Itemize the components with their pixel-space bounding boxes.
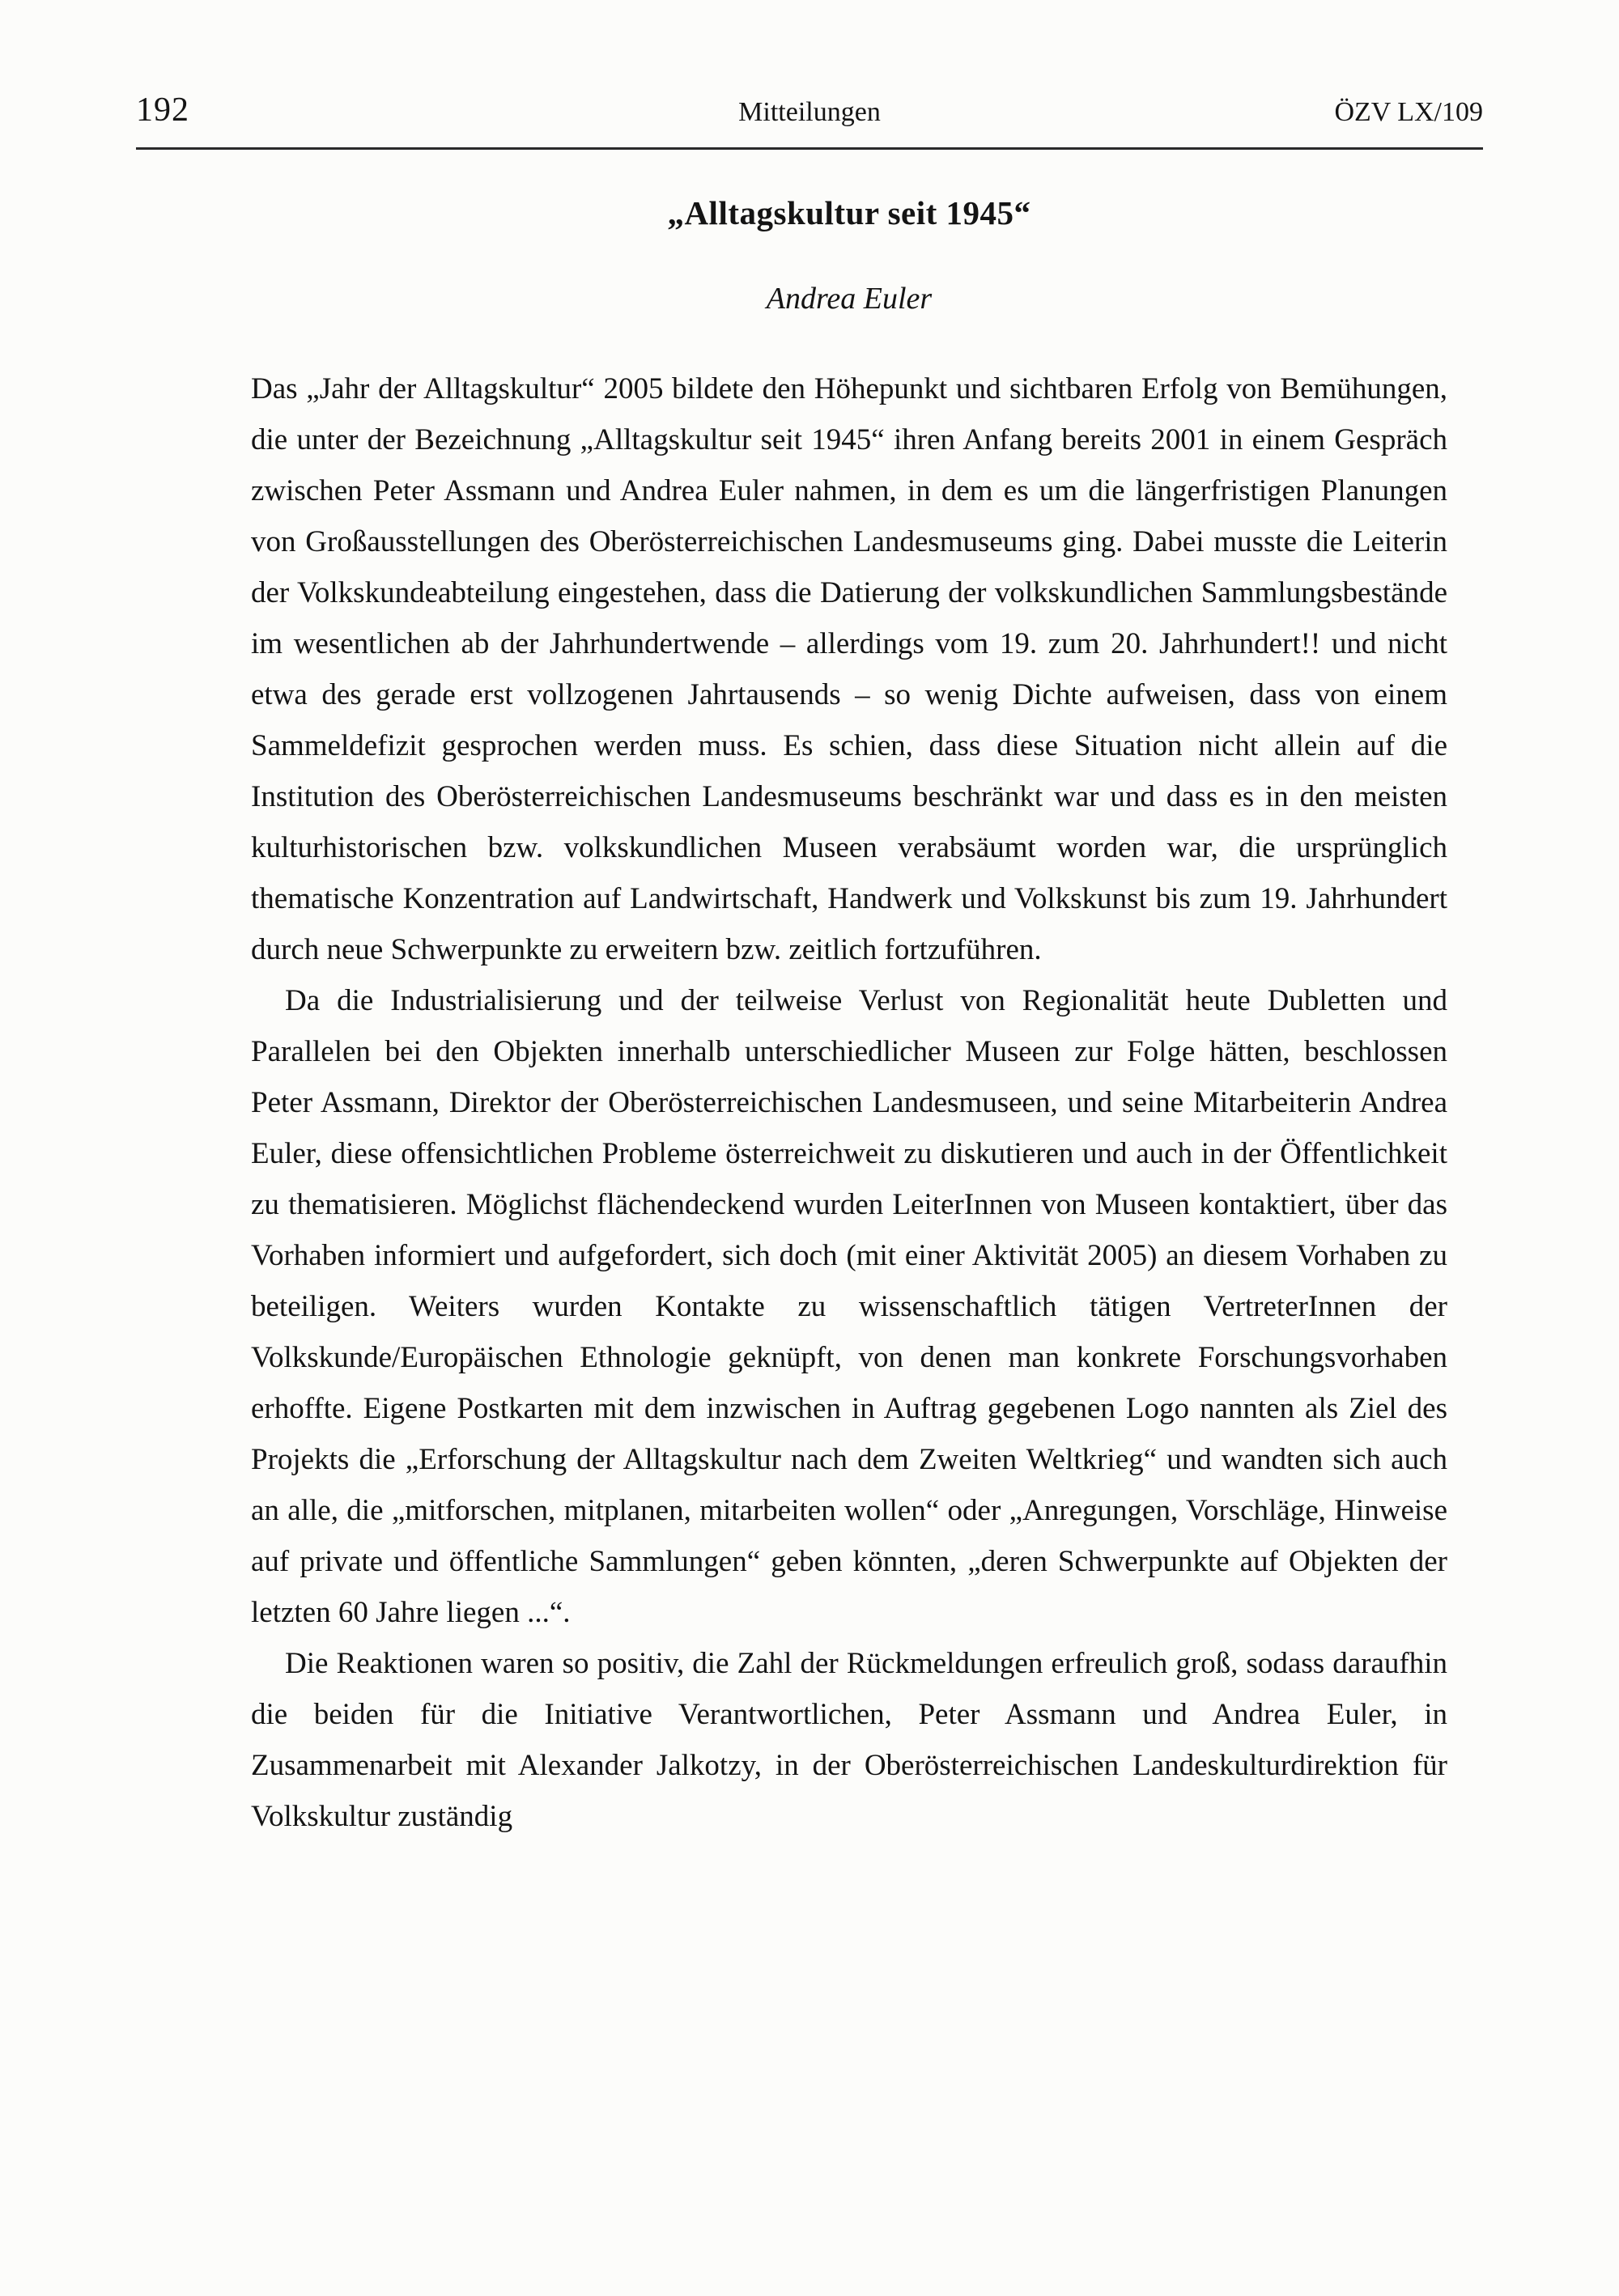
running-title: Mitteilungen [738, 97, 881, 127]
article-title: „Alltagskultur seit 1945“ [667, 194, 1031, 231]
header-rule [136, 147, 1483, 150]
running-header [136, 0, 1483, 150]
article-body [251, 363, 1447, 1842]
article-author: Andrea Euler [766, 282, 933, 316]
paragraph: Die Reaktionen waren so positiv, die Zahl der Rückmeldungen erfreulich groß, sodass daraufhin die beiden für die Initiative Verantwortlichen, Peter Assmann und Andrea Euler, in Zusammenarbeit mit Alexander Jalkotzy, in der Oberösterreichischen Landeskulturdirektion für Volkskultur zuständig [251, 1647, 1447, 1833]
page-number: 192 [136, 91, 189, 129]
paragraph: Das „Jahr der Alltagskultur“ 2005 bildete den Höhepunkt und sichtbaren Erfolg von Bemühungen, die unter der Bezeichnung „Alltagskultur seit 1945“ ihren Anfang bereits 2001 in einem Gespräch zwischen Peter Assmann und Andrea Euler nahmen, in dem es um die längerfristigen Planungen von Großausstellungen des Oberösterreichischen Landesmuseums ging. Dabei musste die Leiterin der Volkskundeabteilung eingestehen, dass die Datierung der volkskundlichen Sammlungsbestände im wesentlichen ab der Jahrhundertwende – allerdings vom 19. zum 20. Jahrhundert!! und nicht etwa des gerade erst vollzogenen Jahrtausends – so wenig Dichte aufweisen, dass von einem Sammeldefizit gesprochen werden muss. Es schien, dass diese Situation nicht allein auf die Institution des Oberösterreichischen Landesmuseums beschränkt war und dass es in den meisten kulturhistorischen bzw. volkskundlichen Museen verabsäumt worden war, die ursprünglich thematische Konzentration auf Landwirtschaft, Handwerk und Volkskunst bis zum 19. Jahrhundert durch neue Schwerpunkte zu erweitern bzw. zeitlich fortzuführen. [251, 372, 1447, 966]
article [251, 193, 1447, 1842]
paragraph: Da die Industrialisierung und der teilweise Verlust von Regionalität heute Dubletten und Parallelen bei den Objekten innerhalb unterschiedlicher Museen zur Folge hätten, beschlossen Peter Assmann, Direktor der Oberösterreichischen Landesmuseen, und seine Mitarbeiterin Andrea Euler, diese offensichtlichen Probleme österreichweit zu diskutieren und auch in der Öffentlichkeit zu thematisieren. Möglichst flächendeckend wurden LeiterInnen von Museen kontaktiert, über das Vorhaben informiert und aufgefordert, sich doch (mit einer Aktivität 2005) an diesem Vorhaben zu beteiligen. Weiters wurden Kontakte zu wissenschaftlich tätigen VertreterInnen der Volkskunde/Europäischen Ethnologie geknüpft, von denen man konkrete Forschungsvorhaben erhoffte. Eigene Postkarten mit dem inzwischen in Auftrag gegebenen Logo nannten als Ziel des Projekts die „Erforschung der Alltagskultur nach dem Zweiten Weltkrieg“ und wandten sich auch an alle, die „mitforschen, mitplanen, mitarbeiten wollen“ oder „Anregungen, Vorschläge, Hinweise auf private und öffentliche Sammlungen“ geben könnten, „deren Schwerpunkte auf Objekten der letzten 60 Jahre liegen ...“. [251, 984, 1447, 1629]
journal-reference: ÖZV LX/109 [1334, 97, 1483, 127]
